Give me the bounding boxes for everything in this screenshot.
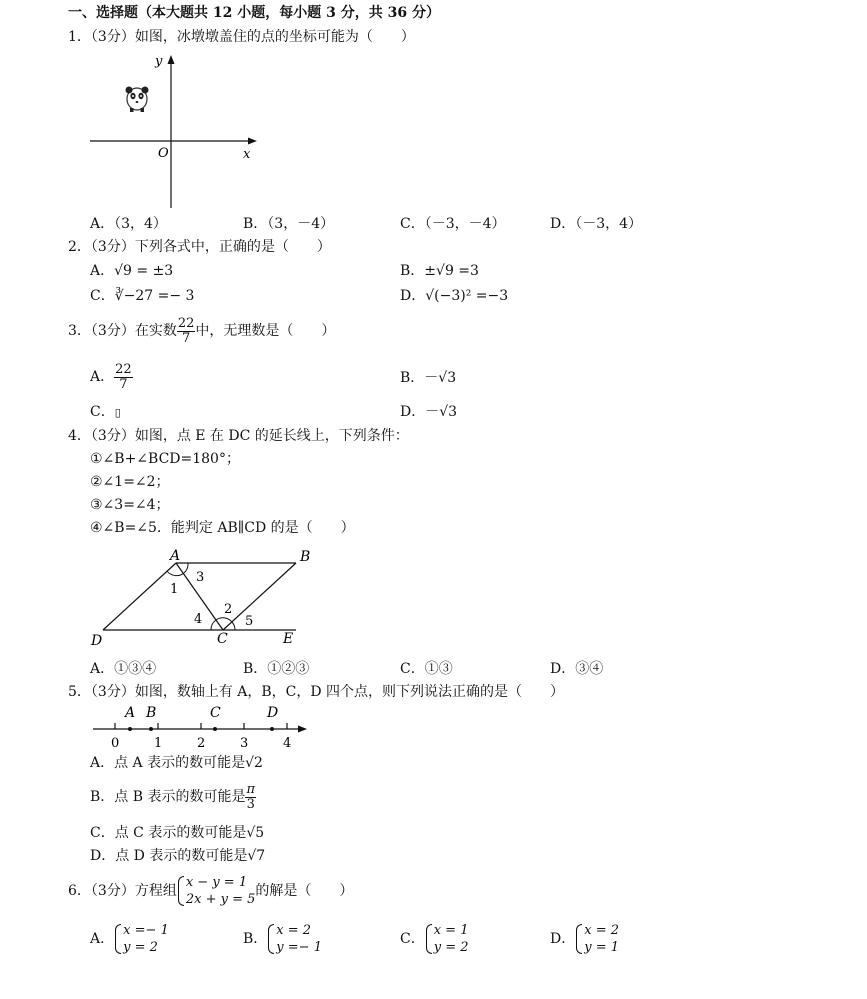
q6-stem-suffix: 的解是（ ） (255, 883, 354, 899)
question-3-stem (68, 314, 335, 348)
q1-origin-label: O (158, 146, 169, 161)
q5-tick-label: 2 (197, 736, 206, 751)
question-5-stem: 5．（3分）如图，数轴上有 A，B，C，D 四个点，则下列说法正确的是（ ） (68, 684, 565, 700)
q3-option-c-glyph: ▯ (114, 406, 121, 419)
q5-tick-label: 4 (283, 736, 292, 751)
q6-option-d (550, 920, 619, 958)
q3-stem-suffix: 中，无理数是（ ） (195, 323, 336, 339)
q6-option-d-label: D． (550, 931, 576, 947)
q5-point-label: B (146, 705, 157, 721)
q6-option-a-line2: y = 2 (123, 940, 158, 955)
q2-option-a: A．√9 = ±3 (90, 263, 174, 279)
q4-condition-2: ②∠1=∠2； (90, 474, 170, 490)
q5-point-dot (213, 727, 217, 731)
q1-axis-y-label: y (155, 54, 163, 69)
q4-label-e: E (283, 631, 294, 647)
q4-angle-4: 4 (194, 612, 203, 627)
q5-point-dot (128, 727, 132, 731)
q1-coordinate-figure (85, 50, 265, 210)
q4-label-a: A (170, 548, 181, 564)
q6-option-b-line2: y =− 1 (276, 940, 322, 955)
q4-option-d: D．③④ (550, 661, 604, 677)
q5-tick-label: 1 (154, 736, 163, 751)
q6-equation-1: x − y = 1 (185, 875, 248, 890)
question-1-stem: 1．（3分）如图，冰墩墩盖住的点的坐标可能为（ ） (68, 29, 415, 45)
q2-option-b: B．±√9 =3 (400, 263, 479, 279)
q4-label-b: B (300, 549, 311, 565)
q6-equation-2: 2x + y = 5 (185, 892, 256, 907)
q6-option-c-line1: x = 1 (433, 923, 469, 938)
q5-point-dot (149, 727, 153, 731)
q6-option-d-line2: y = 1 (584, 940, 620, 955)
q4-parallelogram-figure (88, 545, 318, 650)
q5-tick-label: 3 (240, 736, 249, 751)
q6-option-d-line1: x = 2 (584, 923, 619, 938)
q5-point-label: D (267, 705, 279, 721)
q3-option-d: D．－√3 (400, 404, 458, 420)
q4-label-c: C (217, 631, 228, 647)
q3-stem-prefix: 3．（3分）在实数 (68, 323, 177, 339)
q3-option-c-label: C． (90, 404, 115, 420)
q5-option-b (90, 780, 256, 814)
q5-option-b-num: π (246, 781, 256, 797)
q4-condition-3: ③∠3=∠4； (90, 497, 170, 513)
q6-option-c-label: C． (400, 931, 425, 947)
q5-tick-label: 0 (111, 736, 120, 751)
q5-option-a: A．点 A 表示的数可能是√2 (90, 755, 263, 771)
q6-option-a-line1: x =− 1 (123, 923, 169, 938)
q4-angle-3: 3 (196, 570, 205, 585)
panda-mascot-icon (126, 87, 149, 113)
q5-number-line-figure (88, 700, 318, 752)
q3-option-a-fraction (114, 363, 133, 392)
q1-option-a: A．（3，4） (90, 216, 167, 232)
q4-angle-5: 5 (245, 614, 254, 629)
q2-option-d: D．√(−3)² =−3 (400, 288, 509, 304)
q5-point-dot (270, 727, 274, 731)
q4-condition-1: ①∠B+∠BCD=180°； (90, 451, 240, 467)
q5-option-b-den: 3 (246, 796, 255, 812)
q3-option-c (90, 403, 121, 422)
q3-stem-fraction (177, 317, 196, 346)
q3-option-a-num: 22 (115, 361, 132, 377)
q1-option-c: C．（－3，－4） (400, 216, 506, 232)
q6-equation-system (177, 874, 256, 908)
q3-option-b: B．－√3 (400, 370, 457, 386)
q1-axis-x-label: x (243, 147, 251, 162)
question-6-stem (68, 872, 353, 910)
q3-stem-frac-num: 22 (177, 315, 195, 331)
q6-option-c (400, 920, 469, 958)
q6-option-b-line1: x = 2 (276, 923, 312, 938)
q4-option-a: A．①③④ (90, 661, 157, 677)
q5-option-b-text: B．点 B 表示的数可能是 (90, 789, 246, 805)
q4-angle-2: 2 (224, 602, 233, 617)
q1-option-b: B．（3，－4） (243, 216, 335, 232)
section-title: 一、选择题（本大题共 12 小题，每小题 3 分，共 36 分） (68, 5, 440, 21)
q5-option-c: C．点 C 表示的数可能是√5 (90, 825, 265, 841)
question-2-stem: 2．（3分）下列各式中，正确的是（ ） (68, 239, 331, 255)
q2-option-c: C．∛−27 =− 3 (90, 288, 195, 304)
q3-stem-frac-den: 7 (181, 330, 191, 346)
q3-option-a-den: 7 (119, 376, 128, 392)
q6-option-c-line2: y = 2 (433, 940, 469, 955)
q5-point-label: A (125, 705, 136, 721)
q4-option-b: B．①②③ (243, 661, 310, 677)
q3-option-a (90, 360, 133, 394)
q6-option-a-label: A． (90, 931, 115, 947)
q6-option-a (90, 920, 169, 958)
q6-stem-prefix: 6．（3分）方程组 (68, 883, 177, 899)
question-4-stem: 4．（3分）如图，点 E 在 DC 的延长线上，下列条件： (68, 428, 409, 444)
q5-option-b-fraction (245, 783, 256, 812)
q5-option-d: D．点 D 表示的数可能是√7 (90, 848, 266, 864)
q6-option-b (243, 920, 322, 958)
q4-angle-1: 1 (170, 582, 179, 597)
q4-label-d: D (91, 633, 103, 649)
q6-option-b-label: B． (243, 931, 268, 947)
q4-option-c: C．①③ (400, 661, 453, 677)
q1-option-d: D．（－3，4） (550, 216, 643, 232)
q5-point-label: C (210, 705, 221, 721)
q4-condition-4: ④∠B=∠5．能判定 AB∥CD 的是（ ） (90, 520, 355, 536)
q3-option-a-label: A． (90, 369, 115, 385)
